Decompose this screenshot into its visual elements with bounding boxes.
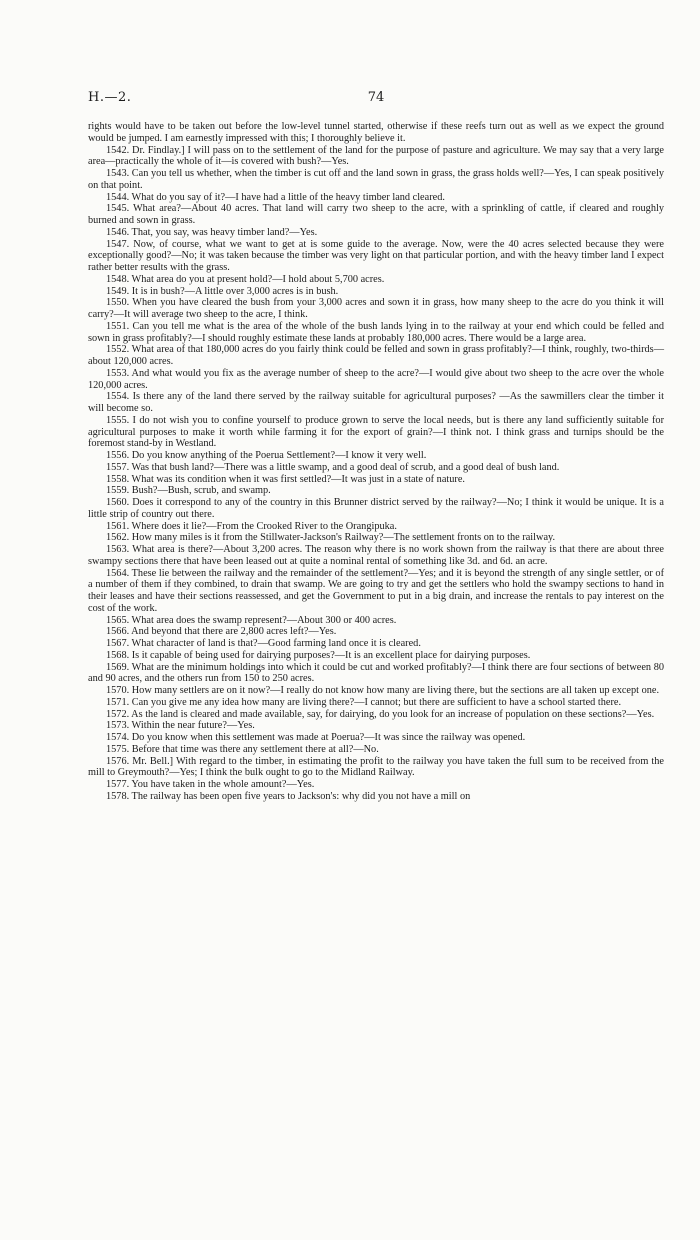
paragraph: 1578. The railway has been open five years to Jackson's: why did you not have a mill on — [106, 790, 471, 802]
paragraph: 1552. What area of that 180,000 acres do you fairly think could be felled and sown in grass profitably?—I think, roughly, two-thirds—about 120,000 acres. — [88, 344, 664, 367]
paragraph: 1544. What do you say of it?—I have had a little of the heavy timber land cleared. — [106, 191, 445, 203]
paragraph: 1555. I do not wish you to confine yourself to produce grown to serve the local needs, but is there any land sufficiently suitable for agricultural purposes to make it worth while farming it for the export of grain?—I think not. I think grass and turnips should be the foremost stand-by in Westland. — [88, 414, 664, 450]
paragraph: 1549. It is in bush?—A little over 3,000 acres is in bush. — [106, 285, 339, 297]
paragraph: 1565. What area does the swamp represent?—About 300 or 400 acres. — [106, 614, 397, 626]
paragraph: 1556. Do you know anything of the Poerua Settlement?—I know it very well. — [106, 450, 427, 461]
paragraph: 1551. Can you tell me what is the area of the whole of the bush lands lying in to the railway at your end which could be felled and sown in grass profitably?—I should roughly estimate these lands at probably 180,000 acres. There would be a large area. — [88, 320, 664, 344]
page-header — [88, 90, 664, 108]
paragraph: 1557. Was that bush land?—There was a little swamp, and a good deal of scrub, and a good deal of bush land. — [106, 461, 560, 473]
paragraph: 1569. What are the minimum holdings into which it could be cut and worked profitably?—I think there are four sections of between 80 and 90 acres, and the others run from 150 to 250 acres. — [88, 661, 664, 685]
paragraph: 1567. What character of land is that?—Good farming land once it is cleared. — [106, 638, 421, 649]
paragraph: 1542. Dr. Findlay.] I will pass on to the settlement of the land for the purpose of pasture and agriculture. We may say that a very large area—practically the whole of it—is covered with bush?—Yes. — [88, 144, 664, 168]
paragraph: 1575. Before that time was there any settlement there at all?—No. — [106, 743, 379, 755]
paragraph: 1558. What was its condition when it was first settled?—It was just in a state of nature. — [106, 473, 465, 485]
paragraph: 1573. Within the near future?—Yes. — [106, 720, 255, 732]
paragraph: 1566. And beyond that there are 2,800 acres left?—Yes. — [106, 626, 337, 638]
paragraph: 1574. Do you know when this settlement was made at Poerua?—It was since the railway was opened. — [106, 732, 526, 743]
paragraph: 1559. Bush?—Bush, scrub, and swamp. — [106, 485, 271, 497]
paragraph: 1543. Can you tell us whether, when the timber is cut off and the land sown in grass, the grass holds well?—Yes, I can speak positively on that point. — [88, 168, 664, 191]
paragraph: rights would have to be taken out before the low-level tunnel started, otherwise if these reefs turn out as well as we expect the ground would be jumped. I am earnestly impressed with this; I thoroughly believe it. — [88, 121, 664, 144]
paragraph: 1554. Is there any of the land there served by the railway suitable for agricultural purposes? —As the sawmillers clear the timber it will become so. — [88, 391, 664, 414]
document-reference: H.—2. — [88, 90, 132, 105]
paragraph: 1546. That, you say, was heavy timber land?—Yes. — [106, 226, 318, 238]
paragraph: 1560. Does it correspond to any of the country in this Brunner district served by the railway?—No; I think it would be unique. It is a little strip of country out there. — [88, 497, 664, 520]
page-number: 74 — [367, 90, 385, 105]
paragraph: 1545. What area?—About 40 acres. That land will carry two sheep to the acre, with a sprinkling of cattle, if cleared and roughly burned and sown in grass. — [88, 203, 664, 226]
paragraph: 1571. Can you give me any idea how many are living there?—I cannot; but there are sufficient to have a school started there. — [106, 696, 622, 708]
paragraph: 1568. Is it capable of being used for dairying purposes?—It is an excellent place for dairying purposes. — [106, 649, 531, 661]
paragraph: 1547. Now, of course, what we want to get at is some guide to the average. Now, were the 40 acres selected because they were exceptionally good?—No; it was taken because the timber was very light on that particular portion, and with the heavy timber land I expect rather better results with the grass. — [88, 238, 664, 273]
paragraph: 1561. Where does it lie?—From the Crooked River to the Orangipuka. — [106, 520, 397, 532]
paragraph: 1548. What area do you at present hold?—I hold about 5,700 acres. — [106, 273, 385, 285]
paragraph: 1577. You have taken in the whole amount?—Yes. — [106, 779, 315, 790]
paragraph: 1563. What area is there?—About 3,200 acres. The reason why there is no work shown from the railway is that there are about three swampy sections there that have been leased out at quite a nominal rental of something like 3d. and 6d. an acre. — [88, 544, 664, 567]
paragraph: 1550. When you have cleared the bush from your 3,000 acres and sown it in grass, how many sheep to the acre do you think it will carry?—It will average two sheep to the acre, I think. — [88, 297, 664, 320]
document-body — [88, 121, 664, 803]
paragraph: 1576. Mr. Bell.] With regard to the timber, in estimating the profit to the railway you have taken the full sum to be received from the mill to Greymouth?—Yes; I think the bulk ought to go to the Midland Railway. — [88, 755, 664, 779]
paragraph: 1562. How many miles is it from the Stillwater-Jackson's Railway?—The settlement fronts on to the railway. — [106, 532, 556, 544]
paragraph: 1572. As the land is cleared and made available, say, for dairying, do you look for an increase of population on these sections?—Yes. — [106, 708, 655, 720]
paragraph: 1570. How many settlers are on it now?—I really do not know how many are living there, but the sections are all taken up except one. — [106, 685, 660, 696]
paragraph: 1553. And what would you fix as the average number of sheep to the acre?—I would give about two sheep to the acre over the whole 120,000 acres. — [88, 367, 664, 391]
paragraph: 1564. These lie between the railway and the remainder of the settlement?—Yes; and it is beyond the strength of any single settler, or of a number of them if they combined, to drain that swamp. We are going to try and get the settlers who hold the swampy sections to hand in their leases and have their sections reassessed, and get the Government to put in a big drain, and increase the rentals to pay interest on the cost of the work. — [88, 567, 664, 614]
